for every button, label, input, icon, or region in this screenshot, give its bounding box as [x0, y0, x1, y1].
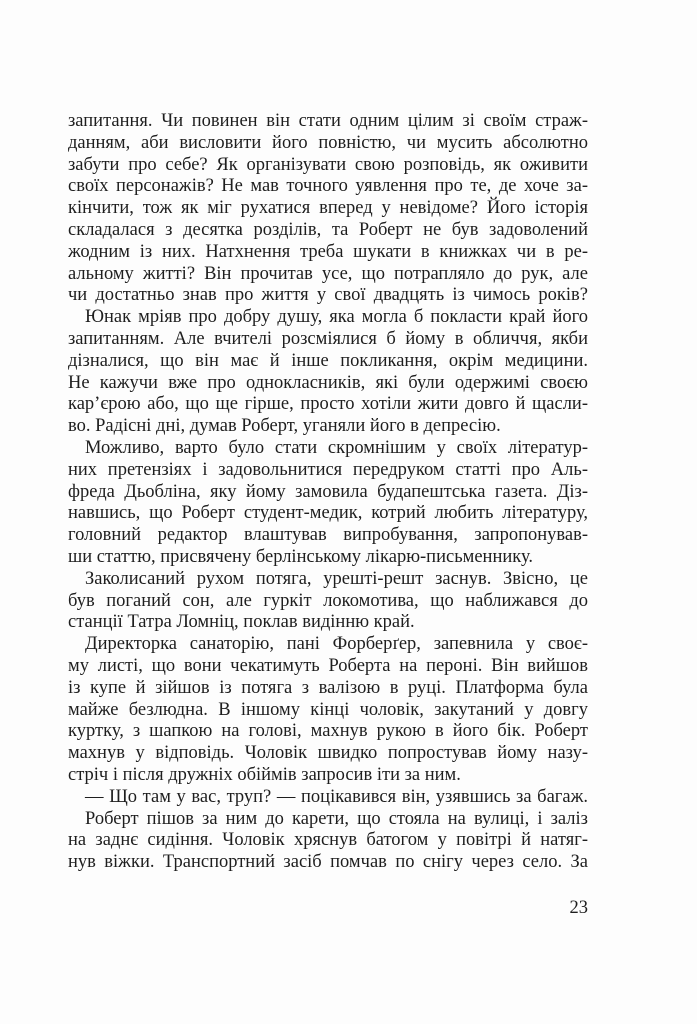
- text-line: них претензіях і задовольнитися передруком статті про Аль-: [68, 459, 588, 480]
- text-line: чи достатньо знав про життя у свої двадцять із чимось років?: [68, 285, 588, 306]
- text-line: нув віжки. Транспортний засіб помчав по снігу через село. За: [68, 852, 588, 873]
- text-line: головний редактор влаштував випробування, запропонував-: [68, 525, 588, 546]
- text-line: станції Татра Ломніц, поклав видінню край.: [68, 612, 415, 633]
- page-number: 23: [569, 898, 588, 918]
- text-line: Директорка санаторію, пані Форберґер, запевнила у своє-: [85, 634, 588, 655]
- text-line: му листі, що вони чекатимуть Роберта на пероні. Він вийшов: [68, 655, 588, 676]
- text-line: кар’єрою або, що ще гірше, просто хотіли жити довго й щасли-: [68, 394, 588, 415]
- text-line: во. Радісні дні, думав Роберт, уганяли його в депресію.: [68, 416, 501, 437]
- text-line: кінчити, тож як міг рухатися вперед у невідоме? Його історія: [68, 198, 588, 219]
- text-line: майже безлюдна. В іншому кінці чоловік, закутаний у довгу: [68, 699, 588, 720]
- text-line: запитання. Чи повинен він стати одним цілим зі своїм страж-: [68, 111, 588, 131]
- text-line: Юнак мріяв про добру душу, яка могла б покласти край його: [85, 307, 588, 328]
- page-text: [68, 111, 588, 874]
- text-line: був поганий сон, але гуркіт локомотива, що наближався до: [68, 590, 588, 611]
- text-line: Заколисаний рухом потяга, урешті-решт заснув. Звісно, це: [85, 568, 588, 589]
- text-line: жодним із них. Натхнення треба шукати в книжках чи в ре-: [68, 241, 588, 262]
- text-line: — Що там у вас, труп? — поцікавився він, узявшись за багаж.: [85, 786, 588, 807]
- text-line: Не кажучи вже про однокласників, які були одержимі своєю: [68, 372, 588, 393]
- text-line: ши статтю, присвячену берлінському лікарю-письменнику.: [68, 546, 533, 567]
- text-line: фреда Дьобліна, яку йому замовила будапештська газета. Діз-: [68, 481, 588, 502]
- text-line: альному житті? Він прочитав усе, що потрапляло до рук, але: [68, 263, 588, 284]
- text-line: Роберт пішов за ним до карети, що стояла на вулиці, і заліз: [85, 808, 588, 829]
- text-line: із купе й зійшов із потяга з валізою в руці. Платформа була: [68, 677, 588, 698]
- text-line: на заднє сидіння. Чоловік хряснув батогом у повітрі й натяг-: [68, 830, 588, 851]
- text-line: куртку, з шапкою на голові, махнув рукою в його бік. Роберт: [68, 721, 588, 742]
- text-line: Можливо, варто було стати скромнішим у своїх літератур-: [85, 437, 588, 458]
- text-line: дізналися, що він має й інше покликання, окрім медицини.: [68, 350, 588, 371]
- text-line: навшись, що Роберт студент-медик, котрий любить літературу,: [68, 503, 588, 524]
- text-line: данням, аби висловити його повністю, чи мусить абсолютно: [68, 132, 588, 153]
- text-line: своїх персонажів? Не мав точного уявлення про те, де хоче за-: [68, 176, 588, 197]
- text-line: запитанням. Але вчителі розсміялися б йому в обличчя, якби: [68, 328, 588, 349]
- text-line: складалася з десятка розділів, та Роберт не був задоволений: [68, 219, 588, 240]
- text-line: забути про себе? Як організувати свою розповідь, як оживити: [68, 154, 588, 175]
- text-line: стріч і після дружніх обіймів запросив іти за ним.: [68, 764, 461, 785]
- text-line: махнув у відповідь. Чоловік швидко попростував йому назу-: [68, 743, 588, 764]
